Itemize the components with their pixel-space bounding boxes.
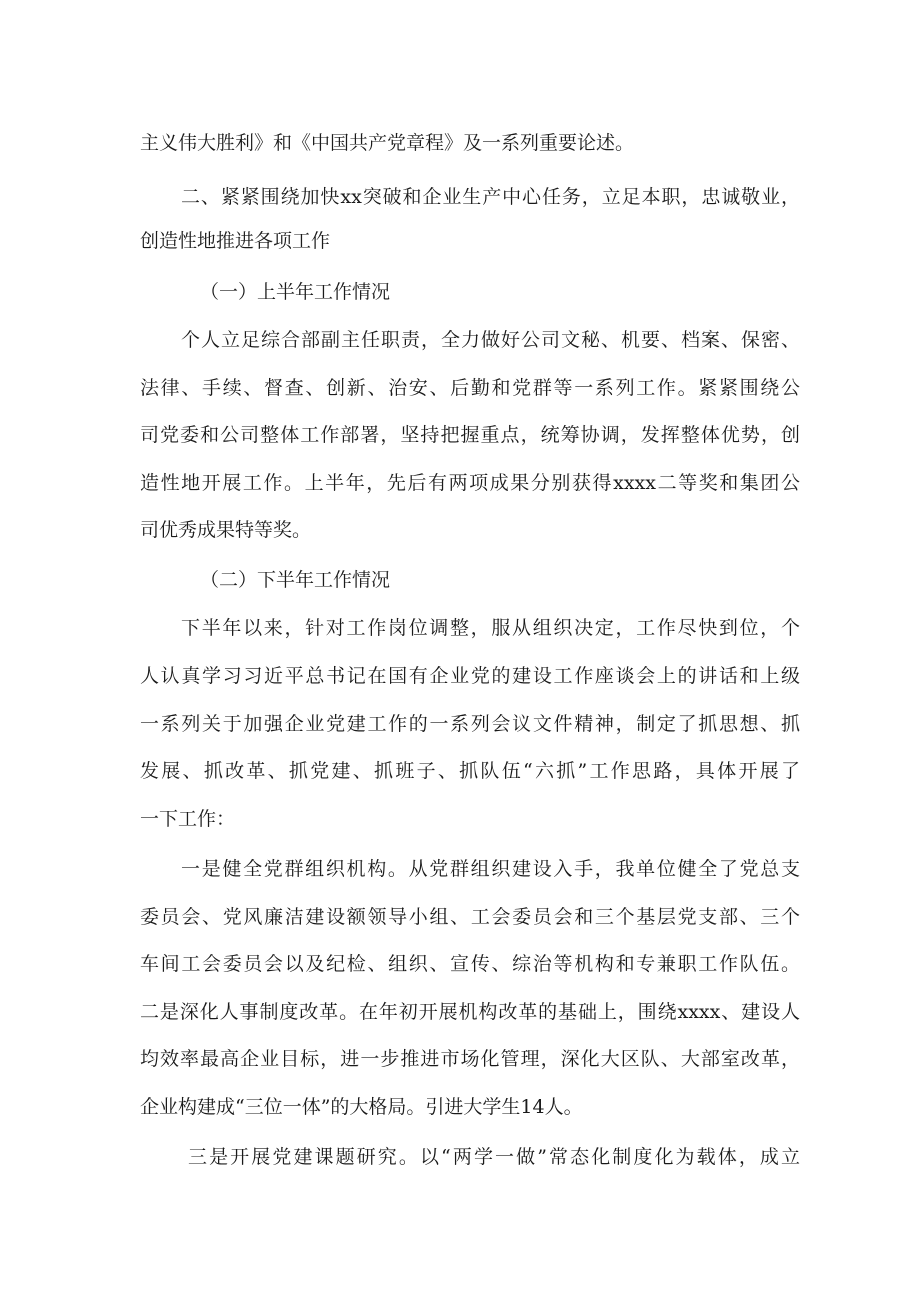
body-text-line: 企业构建成“三位一体”的大格局。引进大学生14人。: [140, 1096, 583, 1118]
body-text-line: 司党委和公司整体工作部署，坚持把握重点，统筹协调，发挥整体优势，创: [140, 424, 800, 446]
body-text-line: 发展、抓改革、抓党建、抓班子、抓队伍“六抓”工作思路，具体开展了: [140, 760, 800, 782]
body-text-line: 委员会、党风廉洁建设额领导小组、工会委员会和三个基层党支部、三个: [140, 906, 800, 928]
subsection-heading: （二）下半年工作情况: [200, 569, 391, 591]
body-text-line: 主义伟大胜利》和《中国共产党章程》及一系列重要论述。: [140, 132, 635, 154]
body-text-line: 一是健全党群组织机构。从党群组织建设入手，我单位健全了党总支: [181, 858, 800, 880]
body-text-line: 造性地开展工作。上半年，先后有两项成果分别获得xxxx二等奖和集团公: [140, 472, 800, 494]
body-text-line: 一下工作：: [140, 808, 236, 830]
section-heading-line: 二、紧紧围绕加快xx突破和企业生产中心任务，立足本职，忠诚敬业，: [181, 186, 800, 208]
body-text-line: 人认真学习习近平总书记在国有企业党的建设工作座谈会上的讲话和上级: [140, 665, 800, 687]
section-heading-line: 创造性地推进各项工作: [140, 230, 331, 252]
body-text-line: 个人立足综合部副主任职责，全力做好公司文秘、机要、档案、保密、: [181, 329, 800, 351]
body-text-line: 二是深化人事制度改革。在年初开展机构改革的基础上，围绕xxxx、建设人: [140, 1001, 800, 1023]
body-text-line: 法律、手续、督查、创新、治安、后勤和党群等一系列工作。紧紧围绕公: [140, 377, 800, 399]
body-text-line: 下半年以来，针对工作岗位调整，服从组织决定，工作尽快到位，个: [181, 617, 800, 639]
body-text-line: 司优秀成果特等奖。: [140, 519, 312, 541]
subsection-heading: （一）上半年工作情况: [200, 281, 391, 303]
body-text-line: 均效率最高企业目标，进一步推进市场化管理，深化大区队、大部室改革，: [140, 1048, 800, 1070]
body-text-line: 三是开展党建课题研究。以“两学一做”常态化制度化为载体，成立: [188, 1146, 800, 1168]
body-text-line: 一系列关于加强企业党建工作的一系列会议文件精神，制定了抓思想、抓: [140, 713, 800, 735]
body-text-line: 车间工会委员会以及纪检、组织、宣传、综治等机构和专兼职工作队伍。: [140, 953, 800, 975]
